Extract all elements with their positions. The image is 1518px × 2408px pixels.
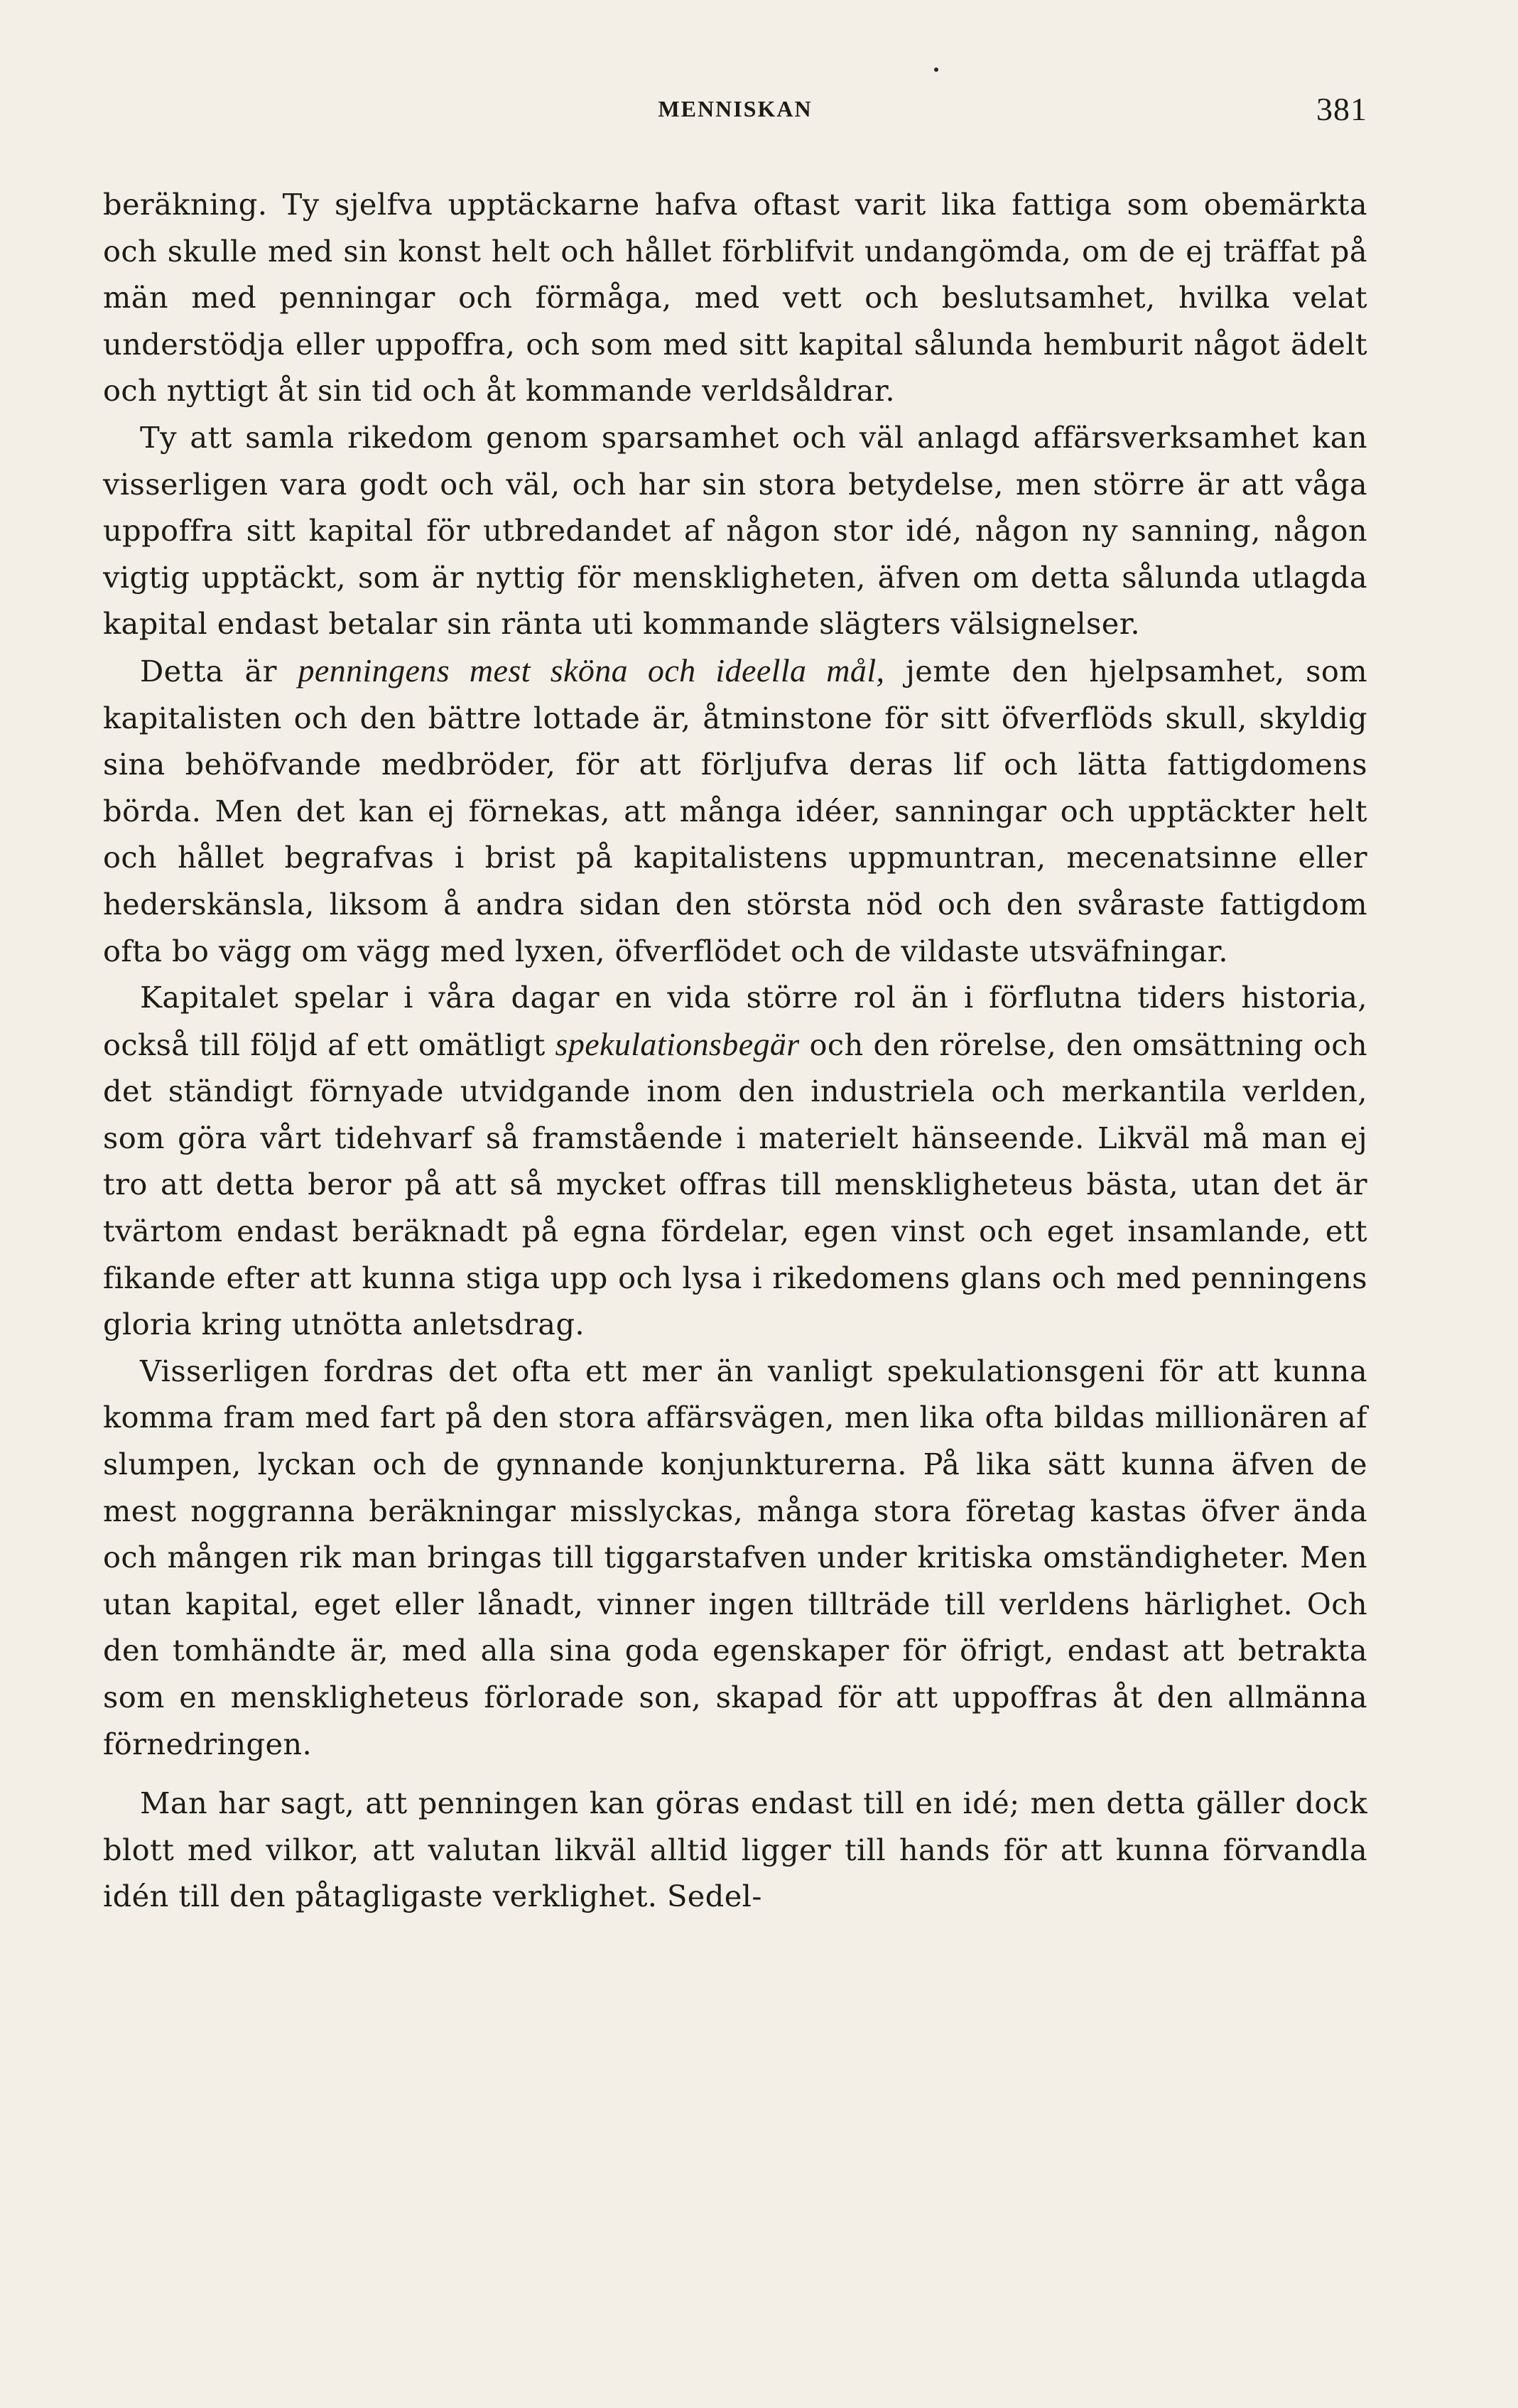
paragraph-text: Kapitalet spelar i våra dagar en vida större rol än i förflutna tiders historia, också till följd af ett omätligt: [103, 980, 1367, 1062]
ink-speck: [934, 68, 938, 72]
page-header: [103, 91, 1367, 139]
paragraph: [103, 647, 1367, 974]
paragraph: [103, 1780, 1367, 1920]
page-number: 381: [1316, 91, 1367, 127]
paragraph-text: Ty att samla rikedom genom sparsamhet och väl anlagd affärsverksamhet kan visserligen vara godt och väl, och har sin stora betydelse, men större är att våga uppoffra sitt kapital för utbredandet af någon stor idé, någon ny sanning, någon vigtig upptäckt, som är nyttig för menskligheten, äfven om detta sålunda utlagda kapital endast betalar sin ränta uti kommande slägters välsignelser.: [103, 419, 1367, 642]
italic-phrase: penningens mest sköna och ideella mål,: [298, 652, 885, 689]
paragraph: [103, 1348, 1367, 1767]
paragraph: [103, 974, 1367, 1348]
running-head: MENNISKAN: [658, 96, 813, 122]
paragraph: [103, 181, 1367, 414]
paragraph: [103, 414, 1367, 647]
paragraph-text: och den rörelse, den omsättning och det ständigt förnyade utvidgande inom den industriela och merkantila verlden, som göra vårt tidehvarf så framstående i materielt hänseende. Likväl må man ej tro att detta beror på att så mycket offras till menskligheteus bästa, utan det är tvärtom endast beräknadt på egna fördelar, egen vinst och eget insamlande, ett fikande efter att kunna stiga upp och lysa i rikedomens glans och med penningens gloria kring utnötta anletsdrag.: [103, 1027, 1367, 1342]
paragraph-text: beräkning. Ty sjelfva upptäckarne hafva oftast varit lika fattiga som obemärkta och skulle med sin konst helt och hållet förblifvit undangömda, om de ej träffat på män med penningar och förmåga, med vett och beslutsamhet, hvilka velat understödja eller uppoffra, och som med sitt kapital sålunda hemburit något ädelt och nyttigt åt sin tid och åt kommande verldsåldrar.: [103, 187, 1367, 409]
paragraph-text: Man har sagt, att penningen kan göras endast till en idé; men detta gäller dock blott med vilkor, att valutan likväl alltid ligger till hands för att kunna förvandla idén till den påtagligaste verklighet. Sedel-: [103, 1786, 1367, 1914]
body-text: [103, 181, 1367, 1920]
paragraph-text: jemte den hjelpsamhet, som kapitalisten och den bättre lottade är, åtminstone för sitt öfverflöds skull, skyldig sina behöfvande medbröder, för att förljufva deras lif och lätta fattigdomens börda. Men det kan ej förnekas, att många idéer, sanningar och upptäckter helt och hållet begrafvas i brist på kapitalistens uppmuntran, mecenatsinne eller hederskänsla, liksom å andra sidan den största nöd och den svåraste fattigdom ofta bo vägg om vägg med lyxen, öfverflödet och de vildaste utsväfningar.: [103, 653, 1367, 968]
paragraph-text: Visserligen fordras det ofta ett mer än vanligt spekulationsgeni för att kunna komma fram med fart på den stora affärsvägen, men lika ofta bildas millionären af slumpen, lyckan och de gynnande konjunkturerna. På lika sätt kunna äfven de mest noggranna beräkningar misslyckas, många stora företag kastas öfver ända och mången rik man bringas till tiggarstafven under kritiska omständigheter. Men utan kapital, eget eller lånadt, vinner ingen tillträde till verldens härlighet. Och den tomhändte är, med alla sina goda egenskaper för öfrigt, endast att betrakta som en menskligheteus förlorade son, skapad för att uppoffras åt den allmänna förnedringen.: [103, 1353, 1367, 1761]
paragraph-text: Detta är: [140, 653, 298, 689]
italic-phrase: spekulationsbegär: [555, 1025, 800, 1062]
